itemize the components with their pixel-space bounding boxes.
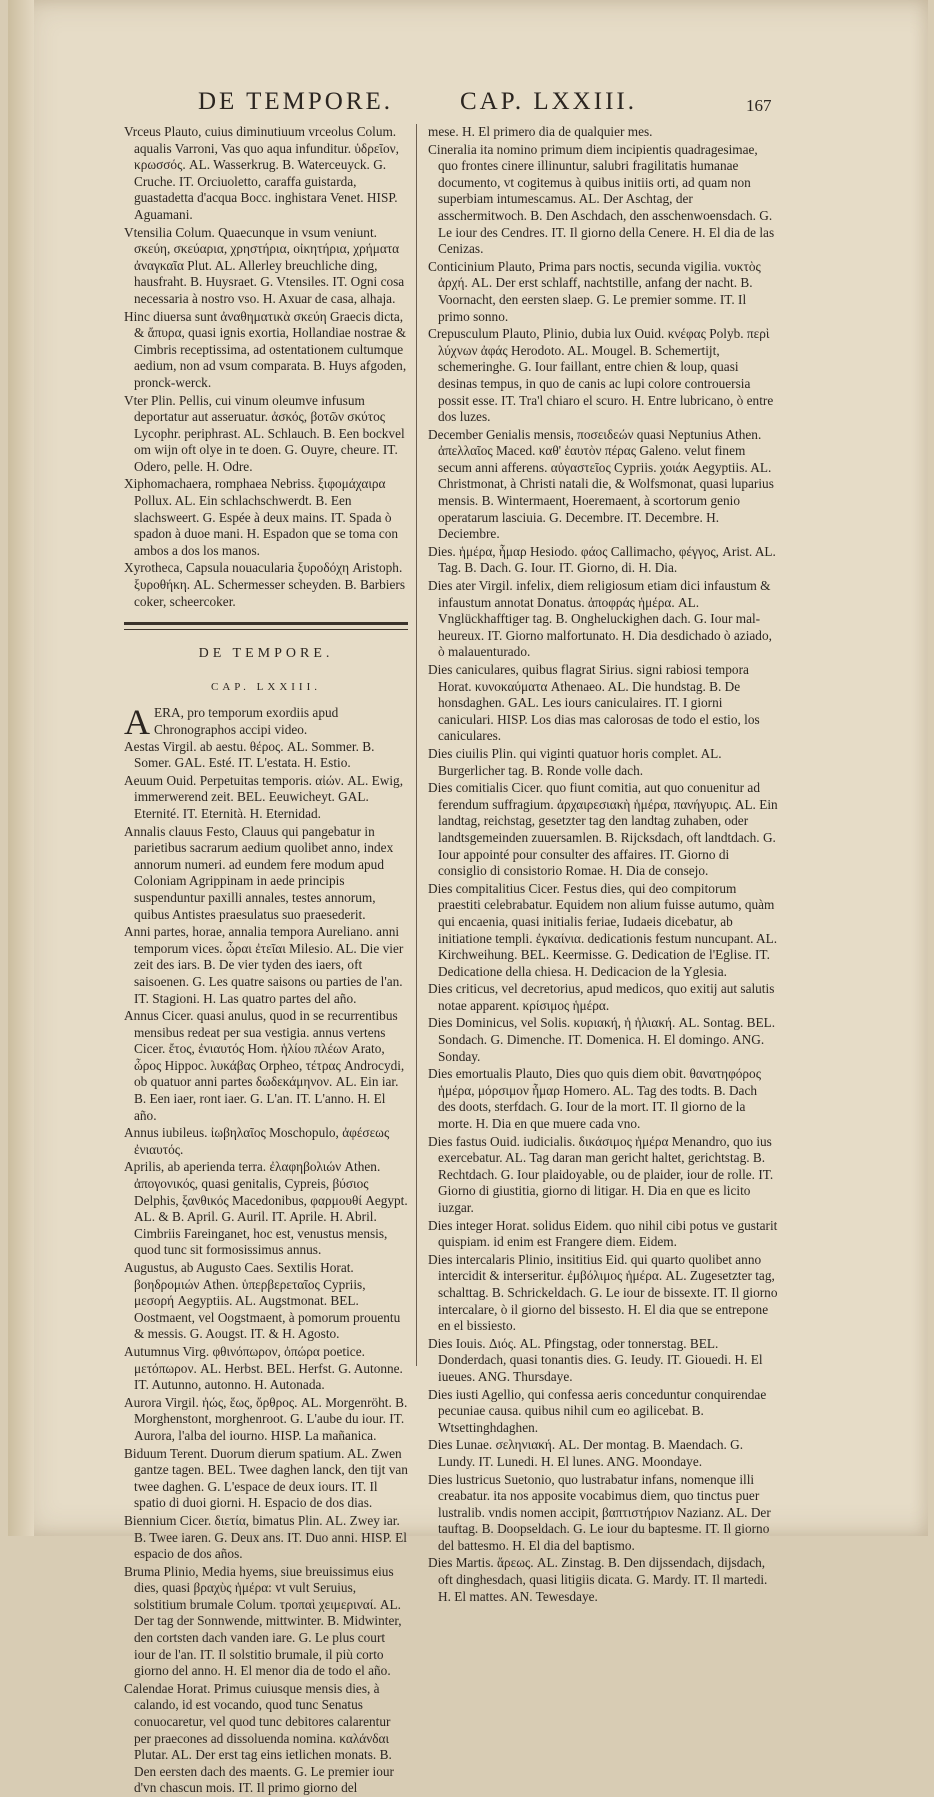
dictionary-entry: Dies ciuilis Plin. qui viginti quatuor horis complet. AL. Burgerlicher tag. B. Ronde volle dach. (428, 745, 722, 778)
book-page (8, 0, 928, 1796)
page-gutter (8, 0, 34, 1536)
dictionary-entry: Dies Iouis. Διός. AL. Pfingstag, oder tonnerstag. BEL. Donderdach, quasi tonantis dies. G. Ieudy. IT. Giouedi. H. El iueues. ANG. Thursdaye. (428, 1335, 763, 1384)
running-header (198, 82, 798, 122)
dictionary-entry: Dies emortualis Plauto, Dies quo quis diem obit. θανατηφόρος ἡμέρα, μόρσιμον ἦμαρ Homero. AL. Tag des todts. B. Dach des doots, sterfdach. G. Iour de la mort. IT. Il giorno de la morte. H. Dia en que muere cada vno. (428, 1066, 761, 1132)
dictionary-entry: Xiphomachaera, romphaea Nebriss. ξιφομάχαιρα Pollux. AL. Ein schlachschwerdt. B. Een slachsweert. G. Espée à deux mains. IT. Spada ò spadon à duoe mani. H. Espadon que se toma con ambos a dos los manos. (124, 476, 399, 558)
dictionary-entry: Dies Martis. ἄρεως. AL. Zinstag. B. Den dijssendach, dijsdach, oft dinghesdach, quasi litigiis dicata. G. Mardy. IT. Il martedi. H. El mattes. AN. Tewesdaye. (428, 1555, 768, 1604)
dictionary-entry: Dies iusti Agellio, qui confessa aeris conceduntur conquirendae pecuniae causa. quibus nihil cum eo agilicebat. B. Wtsettinghdaghen. (428, 1386, 767, 1435)
dictionary-entry: mese. H. El primero dia de qualquier mes. (428, 124, 653, 139)
dictionary-entry: Dies integer Horat. solidus Eidem. quo nihil cibi potus ve gustarit quispiam. id enim est Frangere diem. Eidem. (428, 1217, 778, 1250)
dictionary-entry: Vrceus Plauto, cuius diminutiuum vrceolus Colum. aqualis Varroni, Vas quo aqua infunditur. ὑδρεῖον, κρωσσός. AL. Wasserkrug. B. Waterceuyck. G. Cruche. IT. Orciuoletto, caraffa guistarda, guastadetta d'acqua Bocc. inghistara Venet. HISP. Aguamani. (124, 124, 399, 222)
column-divider (416, 124, 417, 1366)
dictionary-entry: Dies criticus, vel decretorius, apud medicos, quo exitij aut salutis notae apparent. κρίσιμος ἡμέρα. (428, 981, 775, 1013)
dictionary-entry: Dies compitalitius Cicer. Festus dies, qui deo compitorum praestiti celebrabatur. Equidem non alium fuisse autumo, quàm qui encaenia, quasi initialis feriae, Iudaeis dicebatur, ab initiatione templi. ἐγκαίνια. dedicationis festum nuncupant. AL. Kirchweihung. BEL. Keermisse. G. Dedication de l'Eglise. IT. Dedicatione della chiesa. H. Dedicacion de la Yglesia. (428, 880, 778, 979)
left-entries-bottom (124, 739, 408, 1797)
dictionary-entry: Dies ater Virgil. infelix, diem religiosum etiam dici infaustum & infaustum annotat Donatus. ἀποφράς ἡμέρα. AL. Vnglückhafftiger tag. B. Ongheluckighen dach. G. Iour mal-heureux. IT. Giorno malfortunato. H. Dia desdichado ò aziado, ò malauenturado. (428, 578, 772, 660)
dictionary-entry: Dies comitialis Cicer. quo fiunt comitia, aut quo conuenitur ad ferendum suffragium. ἀρχαιρεσιακὴ ἡμέρα, πανήγυρις. AL. Ein landtag, reichstag, gesetzter tag den landtag zuhaben, oder landtsgemeinden zuuersamlen. B. Rijcksdach, oft landtdach. G. Iour appointé pour consulter des affaires. IT. Giorno di consiglio di consistorio Romae. H. Dia de consejo. (428, 780, 778, 879)
dictionary-entry: Dies fastus Ouid. iudicialis. δικάσιμος ἡμέρα Menandro, quo ius exercebatur. AL. Tag daran man gericht haltet, gerichtstag. B. Rechtdach. G. Iour plaidoyable, ou de plaider, iour de rolle. IT. Giorno di giustitia, giorno di litigar. H. Dia en que es licito iuzgar. (428, 1133, 774, 1215)
left-entries-top (124, 124, 408, 610)
dictionary-entry: Anni partes, horae, annalia tempora Aureliano. anni temporum vices. ὧραι ἐτεῖαι Milesio. AL. Die vier zeit des iars. B. De vier tyden des iaers, oft saisoenen. G. Les quatre saisons ou parties de l'an. IT. Stagioni. H. Las quatro partes del año. (124, 924, 404, 1006)
right-column (428, 124, 778, 1605)
left-column (124, 124, 408, 1797)
dictionary-entry: Crepusculum Plauto, Plinio, dubia lux Ouid. κνέφας Polyb. περὶ λύχνων ἀφάς Herodoto. AL. Mougel. B. Schemertijt, schemeringhe. G. Iour faillant, entre chien & loup, quasi desinas tempus, in quo de canis ac lupi colore controuersia possit esse. IT. Tra'l chiaro el scuro. H. Entre lubricano, ò entre dos luzes. (428, 326, 774, 425)
first-entry (124, 702, 408, 743)
dictionary-entry: Aurora Virgil. ἠώς, ἕως, ὄρθρος. AL. Morgenröht. B. Morghenstont, morghenroot. G. L'aube du iour. IT. Aurora, l'alba del iourno. HISP. La mañanica. (124, 1394, 408, 1443)
section-rule (124, 622, 408, 630)
dictionary-entry: Aeuum Ouid. Perpetuitas temporis. αἰών. AL. Ewig, immerwerend zeit. BEL. Eeuwicheyt. GAL. Eternité. IT. Eternità. H. Eternidad. (124, 772, 404, 821)
section-title: DE TEMPORE. (198, 646, 334, 662)
dictionary-entry: Biduum Terent. Duorum dierum spatium. AL. Zwen gantze tagen. BEL. Twee daghen lanck, den tijt van twee daghen. G. L'espace de deux iours. IT. Il spatio di duoi giorni. H. Espacio de dos dias. (124, 1445, 408, 1511)
drop-cap: A (124, 702, 150, 743)
dictionary-entry: Hinc diuersa sunt ἀναθηματικὰ σκεύη Graecis dicta, & ἄπυρα, quasi ignis exortia, Hollandiae nostrae & Cimbris receptissima, ad ostentationem cultumque aedium, non ad vsum comparata. B. Huys afgoden, pronck-werck. (124, 308, 407, 390)
dictionary-entry: Dies Dominicus, vel Solis. κυριακή, ἡ ἡλιακή. AL. Sontag. BEL. Sondach. G. Dimenche. IT. Domenica. H. El domingo. ANG. Sonday. (428, 1015, 776, 1064)
dictionary-entry: December Genialis mensis, ποσειδεών quasi Neptunius Athen. ἀπελλαῖος Maced. καθ' ἑαυτὸν πέρας Galeno. velut finem secum anni afferens. αὐγαστεῖος Cypriis. χοιάκ Aegyptiis. AL. Christmonat, à Christi natali die, & Wolfsmonat, quasi luparius mensis. B. Wintermaent, Hoeremaent, à scortorum genio operatarum lasciuia. G. Decembre. IT. Decembre. H. Deciembre. (428, 426, 774, 542)
dictionary-entry: Xyrotheca, Capsula nouacularia ξυροδόχη Aristoph. ξυροθήκη. AL. Schermesser scheyden. B. Barbiers coker, scheercoker. (124, 560, 406, 609)
dictionary-entry: Aestas Virgil. ab aestu. θέρος. AL. Sommer. B. Somer. GAL. Esté. IT. L'estata. H. Estio. (124, 738, 375, 771)
dictionary-entry: Vtensilia Colum. Quaecunque in vsum veniunt. σκεύη, σκεύαρια, χρηστήρια, οἰκητήρια, χρήματα ἀναγκαῖα Plut. AL. Allerley breuchliche ding, hausfraht. B. Huysraet. G. Vtensiles. IT. Ogni cosa necessaria à nostro vso. H. Axuar de casa, alhaja. (124, 224, 405, 306)
section-chapter: CAP. LXXIII. (210, 680, 322, 693)
dictionary-entry: Dies lustricus Suetonio, quo lustrabatur infans, nomenque illi creabatur. ita nos apposite vocabimus diem, quo tinctus puer lustralib. vndis nomen accipit, βαπτιστήριον Nazianz. AL. Der tauftag. B. Doopseldach. G. Le iour du baptesme. IT. Il giorno del battesmo. H. El dia del baptismo. (428, 1471, 771, 1553)
header-title-left: DE TEMPORE. (198, 88, 394, 115)
dictionary-entry: Annus Cicer. quasi anulus, quod in se recurrentibus mensibus redeat per sua vestigia. annus vertens Cicer. ἔτος, ἐνιαυτός Hom. ἡλίου πλέων Arato, ὧρος Hippoc. λυκάβας Orpheo, τέτρας Androcydi, ob quatuor anni partes δωδεκάμηνον. AL. Ein iar. B. Een iaer, ront iaer. G. L'an. IT. L'anno. H. El año. (124, 1008, 405, 1123)
dictionary-entry: Dies. ἡμέρα, ἦμαρ Hesiodo. φάος Callimacho, φέγγος, Arist. AL. Tag. B. Dach. G. Iour. IT. Giorno, di. H. Dia. (428, 543, 776, 576)
dictionary-entry: Conticinium Plauto, Prima pars noctis, secunda vigilia. νυκτὸς ἀρχή. AL. Der erst schlaff, nachtstille, anfang der nacht. B. Voornacht, den eersten slaep. G. Le premier somme. IT. Il primo sonno. (428, 258, 761, 324)
dictionary-entry: Vter Plin. Pellis, cui vinum oleumve infusum deportatur aut asseruatur. ἀσκός, βοτῶν σκύτος Lycophr. periphrast. AL. Schlauch. B. Een bockvel om wijn oft olye in te doen. G. Ouyre, cheure. IT. Odero, pelle. H. Odre. (124, 392, 405, 474)
dictionary-entry: Dies Lunae. σεληνιακή. AL. Der montag. B. Maendach. G. Lundy. IT. Lunedi. H. El lunes. ANG. Moondaye. (428, 1437, 744, 1469)
header-title-right: CAP. LXXIII. (460, 88, 637, 115)
dictionary-entry: Calendae Horat. Primus cuiusque mensis dies, à calando, id est vocando, quod tunc Senatus conuocaretur, vel quod tunc debitores calarentur per praecones ad dissoluenda nomina. καλάνδαι Plutar. AL. Der erst tag eins ietlichen monats. B. Den eersten dach des maents. G. Le premier iour d'vn chascun mois. IT. Il primo giorno del (124, 1680, 394, 1796)
dictionary-entry: Augustus, ab Augusto Caes. Sextilis Horat. βοηδρομιών Athen. ὑπερβερεταῖος Cypriis, μεσορή Aegyptiis. AL. Augstmonat. BEL. Oostmaent, vel Oogstmaent, à pomorum prouentu & messis. G. Aougst. IT. & H. Agosto. (124, 1260, 401, 1342)
dictionary-entry: Annalis clauus Festo, Clauus qui pangebatur in parietibus sacrarum aedium quolibet anno, index annorum numeri. ad eundem fere modum apud Coloniam Agrippinam in aede principis suspenduntur paxilli annales, testes annorum, quibus Antistes praesulatus suo praesederit. (124, 823, 394, 922)
first-entry-text: ERA, pro temporum exordiis apud Chronographos accipi video. (154, 705, 339, 737)
dictionary-entry: Dies caniculares, quibus flagrat Sirius. signi rabiosi tempora Horat. κυνοκαύματα Athenaeo. AL. Die hundstag. B. De honsdaghen. GAL. Les iours caniculaires. IT. I giorni caniculari. HISP. Los dias mas calorosas de todo el estio, los caniculares. (428, 662, 760, 744)
dictionary-entry: Biennium Cicer. διετία, bimatus Plin. AL. Zwey iar. B. Twee iaren. G. Deux ans. IT. Duo anni. HISP. El espacio de dos años. (124, 1512, 407, 1562)
dictionary-entry: Dies intercalaris Plinio, insititius Eid. qui quarto quolibet anno intercidit & interseritur. ἐμβόλιμος ἡμέρα. AL. Zugesetzter tag, schalttag. B. Schrickeldach. G. Le iour de bissexte. IT. Il giorno intercalare, ò il giorno del bissesto. H. El dia que se entrepone en el bissiesto. (428, 1251, 778, 1334)
dictionary-entry: Autumnus Virg. φθινόπωρον, ὀπώρα poetice. μετόπωρον. AL. Herbst. BEL. Herfst. G. Autonne. IT. Autunno, autonno. H. Autonada. (124, 1343, 403, 1393)
page-number: 167 (746, 96, 772, 115)
dictionary-entry: Bruma Plinio, Media hyems, siue breuissimus eius dies, quasi βραχὺς ἡμέρα: vt vult Seruius, solstitium brumale Colum. τροπαὶ χειμεριναί. AL. Der tag der Sonnwende, mittwinter. B. Midwinter, den cortsten dach vanden iare. G. Le plus court iour de l'an. IT. Il solstitio brumale, il più corto giorno del anno. H. El menor dia de todo el año. (124, 1563, 402, 1679)
dictionary-entry: Aprilis, ab aperienda terra. ἐλαφηβολιών Athen. ἀπογονικός, quasi genitalis, Cypreis, βύσιος Delphis, ξανθικός Macedonibus, φαρμουθί Aegypt. AL. & B. April. G. Auril. IT. Aprile. H. Abril. Cimbriis Fareinganet, hoc est, venustus mensis, quod tunc sit formosissimus annus. (124, 1159, 408, 1258)
dictionary-entry: Cineralia ita nomino primum diem incipientis quadragesimae, quo frontes cinere illinuntur, salubri fragilitatis humanae documento, vt cogitemus à quibus initiis orti, ad quam non superbiam intumescamus. AL. Der Aschtag, der asschermitwoch. B. Den Aschdach, den asschenwoensdach. G. Le iour des Cendres. IT. Il giorno della Cenere. H. El dia de las Cenizas. (428, 141, 775, 257)
dictionary-entry: Annus iubileus. ἰωβηλαῖος Moschopulo, ἀφέσεως ἐνιαυτός. (124, 1125, 390, 1157)
